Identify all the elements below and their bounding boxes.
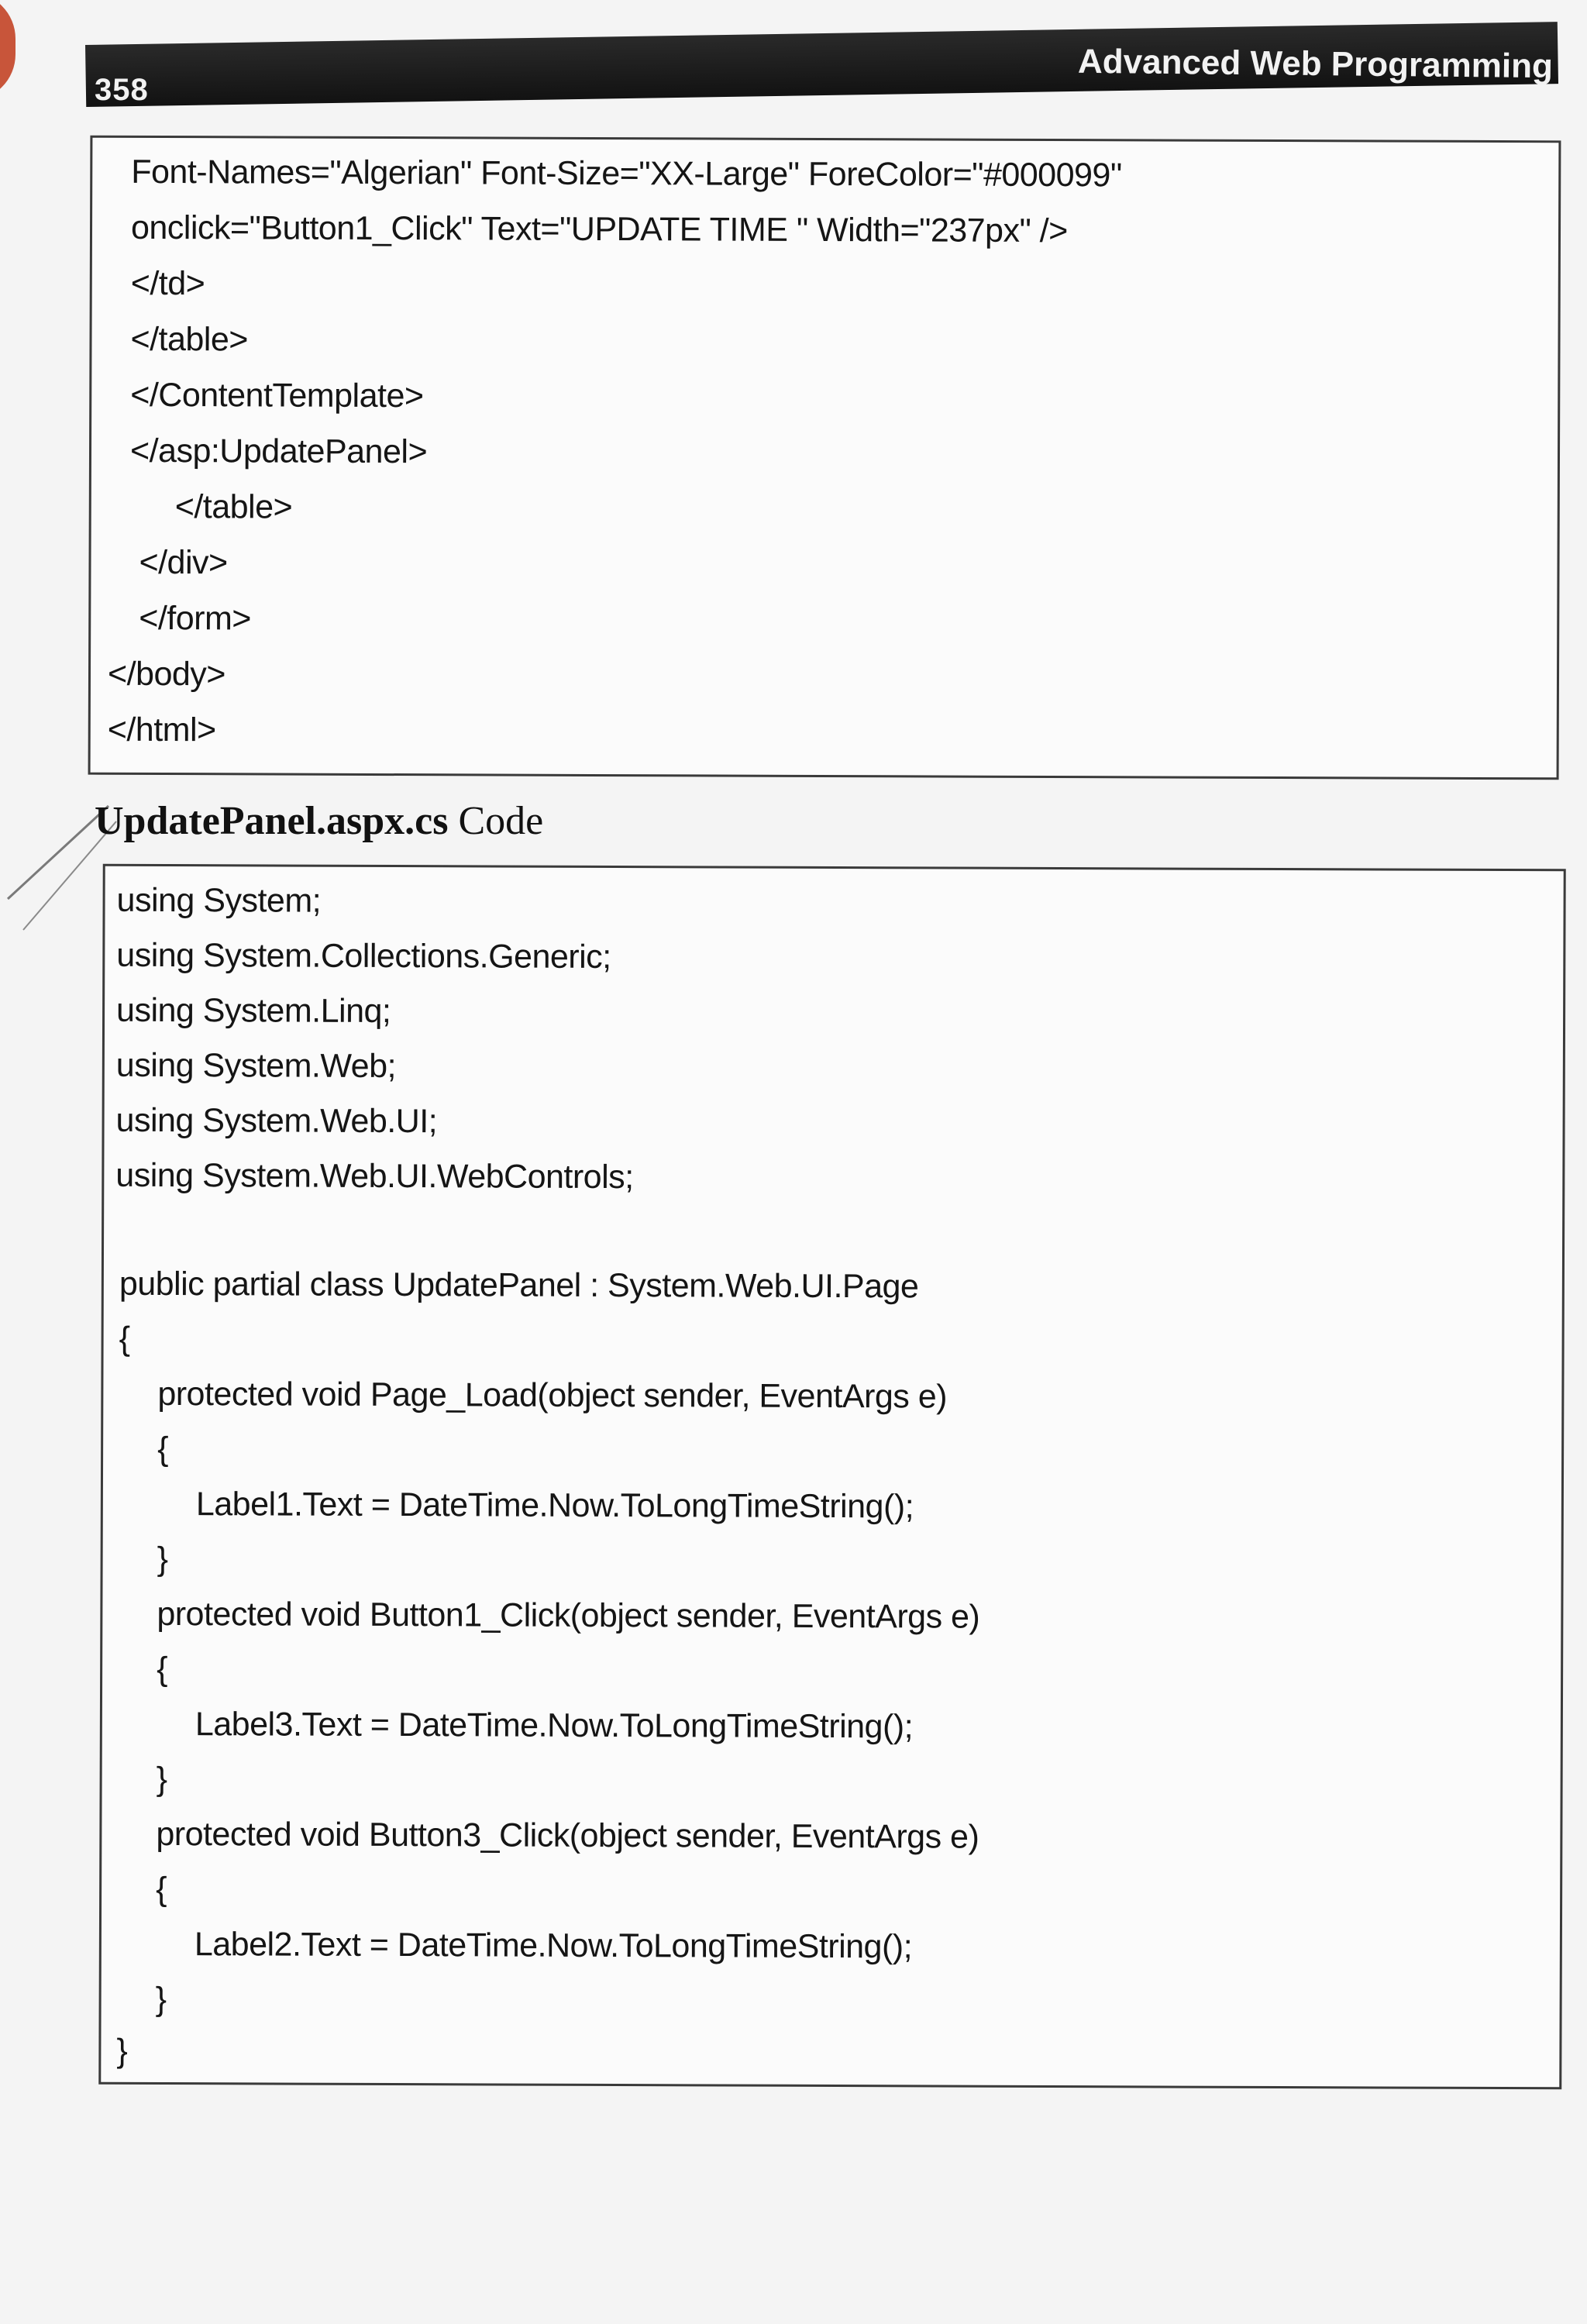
code-line: { — [157, 1650, 168, 1689]
code-line: { — [157, 1430, 169, 1468]
code-line: </form> — [139, 599, 252, 638]
csharp-code-box — [98, 864, 1565, 2090]
code-line: </asp:UpdatePanel> — [129, 432, 428, 471]
code-line: protected void Button1_Click(object sender, EventArgs e) — [157, 1595, 980, 1636]
code-line: } — [157, 1540, 168, 1579]
code-line: Label3.Text = DateTime.Now.ToLongTimeString(); — [195, 1706, 914, 1746]
code-line: } — [155, 1980, 167, 2019]
code-line: </td> — [130, 264, 205, 303]
markup-code-box — [88, 136, 1561, 780]
code-line: </ContentTemplate> — [130, 376, 424, 415]
code-line: </html> — [107, 711, 216, 749]
page-number: 358 — [95, 73, 149, 107]
running-title: Advanced Web Programming — [1077, 42, 1554, 86]
code-line: using System.Web; — [115, 1046, 397, 1086]
heading-filename: UpdatePanel.aspx.cs — [95, 799, 449, 843]
code-line: onclick="Button1_Click" Text="UPDATE TIME " Width="237px" /> — [130, 208, 1068, 250]
code-line: { — [119, 1320, 130, 1358]
heading-suffix: Code — [448, 799, 544, 843]
code-line: Label1.Text = DateTime.Now.ToLongTimeString(); — [195, 1486, 914, 1526]
code-line: </table> — [174, 488, 293, 526]
page-edge-mark — [0, 0, 15, 101]
code-line: using System.Web.UI.WebControls; — [115, 1156, 634, 1196]
code-line: </body> — [107, 655, 226, 694]
code-line: using System.Web.UI; — [115, 1101, 438, 1141]
code-line: using System.Linq; — [116, 991, 391, 1031]
code-line: } — [116, 2032, 128, 2070]
code-line: } — [156, 1760, 167, 1799]
code-line: protected void Page_Load(object sender, EventArgs e) — [157, 1375, 948, 1416]
code-line: </div> — [139, 543, 228, 582]
code-line: protected void Button3_Click(object sender, EventArgs e) — [156, 1815, 979, 1856]
code-line: using System; — [116, 881, 322, 920]
code-line: </table> — [130, 320, 249, 359]
code-line: { — [156, 1870, 167, 1909]
section-heading — [95, 798, 543, 844]
code-line: using System.Collections.Generic; — [116, 936, 611, 976]
code-line: public partial class UpdatePanel : System.Web.UI.Page — [119, 1265, 919, 1306]
code-line: Label2.Text = DateTime.Now.ToLongTimeString(); — [194, 1926, 913, 1966]
code-line: Font-Names="Algerian" Font-Size="XX-Large" ForeColor="#000099" — [131, 153, 1122, 195]
